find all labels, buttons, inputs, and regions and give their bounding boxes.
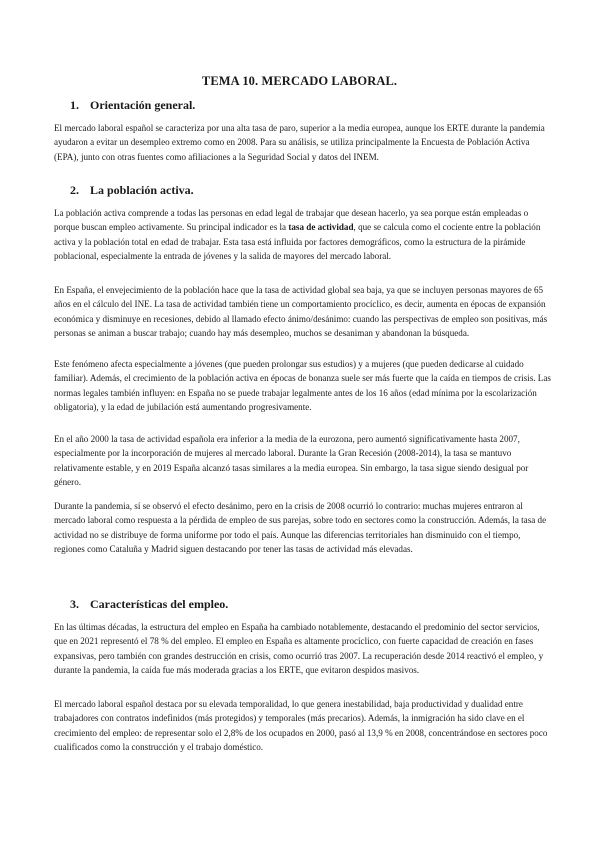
- paragraph: En España, el envejecimiento de la población hace que la tasa de actividad global sea baja, ya que se incluyen personas mayores de 65 años en el cálculo del INE. La tasa de actividad también tiene un comportamiento procíclico, es decir, aumenta en épocas de expansión económica y disminuye en recesiones, debido al llamado efecto ánimo/desánimo: cuando las perspectivas de empleo son positivas, más personas se animan a buscar trabajo; cuando hay más desempleo, muchos se desaniman y abandonan la búsqueda.: [54, 285, 548, 338]
- section-title: Orientación general.: [90, 98, 196, 112]
- paragraph: Durante la pandemia, sí se observó el efecto desánimo, pero en la crisis de 2008 ocurrió lo contrario: muchas mujeres entraron al mercado laboral como respuesta a la pérdida de empleo de sus parejas, sobre todo en sectores como la construcción. Además, la tasa de actividad no se distribuye de forma uniforme por todo el país. Aunque las diferencias territoriales han disminuido con el tiempo, regiones como Cataluña y Madrid siguen destacando por tener las tasas de actividad más elevadas.: [54, 501, 547, 554]
- paragraph: La población activa comprende a todas las personas en edad legal de trabajar que desean hacerlo, ya sea porque están empleadas o porque buscan empleo activamente. Su principal indicador es la tasa de actividad, que se calcula como el cociente entre la población activa y la población total en edad de trabajar. Esta tasa está influida por factores demográficos, como la estructura de la pirámide poblacional, especialmente la entrada de jóvenes y la salida de mayores del mercado laboral.: [54, 208, 541, 261]
- paragraph: Este fenómeno afecta especialmente a jóvenes (que pueden prolongar sus estudios) y a mujeres (que pueden dedicarse al cuidado familiar). Además, el crecimiento de la población activa en épocas de bonanza suele ser más fuerte que la caída en tiempos de crisis. Las normas legales también influyen: en España no se puede trabajar legalmente antes de los 16 años (edad mínima por la escolarización obligatoria), y la edad de jubilación está aumentando progresivamente.: [54, 359, 551, 412]
- section-heading-1: [70, 98, 195, 113]
- paragraph: En el año 2000 la tasa de actividad española era inferior a la media de la eurozona, pero aumentó significativamente hasta 2007, especialmente por la incorporación de mujeres al mercado laboral. Durante la Gran Recesión (2008-2014), la tasa se mantuvo relativamente estable, y en 2019 España alcanzó tasas similares a la media europea. Sin embargo, la tasa sigue siendo desigual por género.: [54, 434, 529, 487]
- section-number: 3.: [70, 597, 79, 611]
- section-title: Características del empleo.: [90, 597, 229, 611]
- bold-term: tasa de actividad: [288, 222, 354, 233]
- section-heading-3: [70, 597, 228, 612]
- paragraph: El mercado laboral español destaca por su elevada temporalidad, lo que genera inestabilidad, baja productividad y dualidad entre trabajadores con contratos indefinidos (más protegidos) y temporales (más precarios). Además, la inmigración ha sido clave en el crecimiento del empleo: de representar solo el 2,8% de los ocupados en 2000, pasó al 13,9 % en 2008, concentrándose en sectores poco cualificados como la construcción y el trabajo doméstico.: [54, 699, 548, 752]
- paragraph: En las últimas décadas, la estructura del empleo en España ha cambiado notablemente, destacando el predominio del sector servicios, que en 2021 representó el 78 % del empleo. El empleo en España es altamente procíclico, con fuerte capacidad de creación en fases expansivas, pero también con grandes destrucción en crisis, como ocurrió tras 2007. La recuperación desde 2014 reactivó el empleo, y durante la pandemia, la caída fue más moderada gracias a los ERTE, que evitaron despidos masivos.: [54, 622, 544, 675]
- section-number: 1.: [70, 98, 79, 112]
- document-title: TEMA 10. MERCADO LABORAL.: [201, 74, 398, 88]
- section-number: 2.: [70, 183, 79, 197]
- section-title: La población activa.: [90, 183, 194, 197]
- section-heading-2: [70, 183, 194, 198]
- paragraph: El mercado laboral español se caracteriza por una alta tasa de paro, superior a la media europea, aunque los ERTE durante la pandemia ayudaron a evitar un desempleo extremo como en 2008. Para su análisis, se utiliza principalmente la Encuesta de Población Activa (EPA), junto con otras fuentes como afiliaciones a la Seguridad Social y datos del INEM.: [54, 123, 545, 162]
